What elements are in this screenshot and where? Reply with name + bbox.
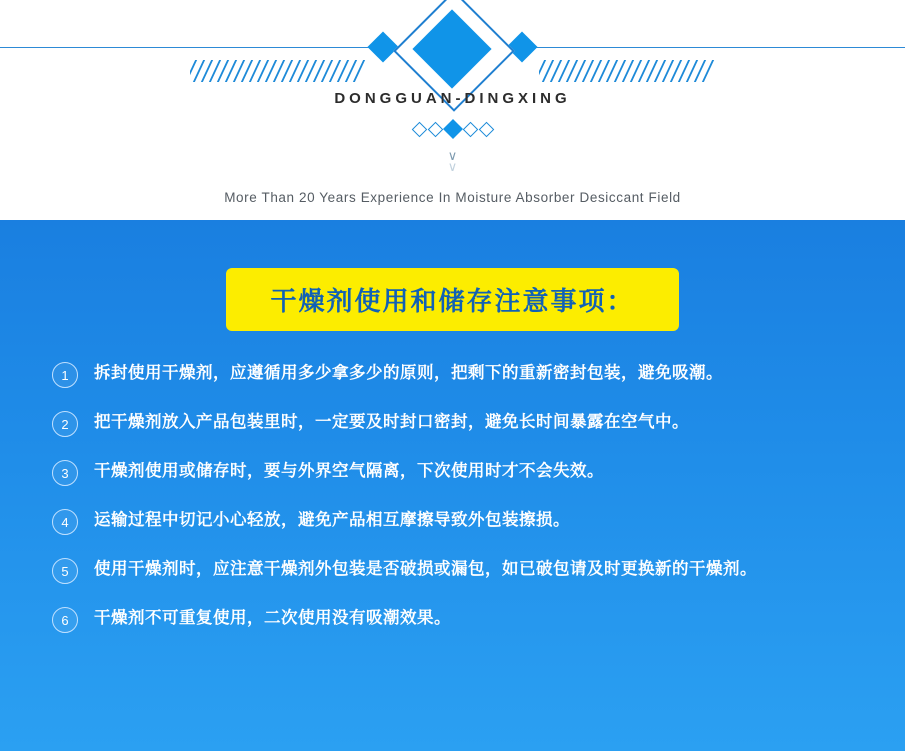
mini-diamond-icon: [462, 121, 478, 137]
notice-list: [0, 360, 905, 654]
chevron-down-icon: ∨: [447, 148, 458, 163]
list-item-text: 干燥剂使用或储存时，要与外界空气隔离，下次使用时才不会失效。: [94, 462, 604, 480]
list-item: [0, 507, 905, 556]
mini-diamond-icon: [411, 121, 427, 137]
list-item-text: 把干燥剂放入产品包装里时，一定要及时封口密封，避免长时间暴露在空气中。: [94, 413, 689, 431]
list-item-number: 4: [52, 509, 78, 535]
mini-diamond-solid-icon: [443, 119, 463, 139]
small-diamond-left-icon: [367, 31, 398, 62]
page-title: 干燥剂使用和储存注意事项：: [270, 286, 635, 316]
header-tagline: More Than 20 Years Experience In Moisture Absorber Desiccant Field: [224, 190, 681, 205]
mini-diamond-row: [0, 120, 905, 138]
list-item-text: 拆封使用干燥剂，应遵循用多少拿多少的原则，把剩下的重新密封包装，避免吸潮。: [94, 364, 723, 382]
list-item-text: 使用干燥剂时，应注意干燥剂外包装是否破损或漏包，如已破包请及时更换新的干燥剂。: [94, 560, 757, 578]
content-panel: [0, 220, 905, 751]
list-item-number: 1: [52, 362, 78, 388]
hatch-lines-right-icon: [539, 60, 715, 82]
brand-name: DONGGUAN-DINGXING: [334, 90, 571, 107]
mini-diamond-icon: [478, 121, 494, 137]
list-item-text: 干燥剂不可重复使用，二次使用没有吸潮效果。: [94, 609, 451, 627]
header-banner: [0, 0, 905, 220]
hatch-lines-left-icon: [190, 60, 366, 82]
list-item-number: 2: [52, 411, 78, 437]
list-item-text: 运输过程中切记小心轻放，避免产品相互摩擦导致外包装擦损。: [94, 511, 570, 529]
list-item: [0, 409, 905, 458]
list-item: [0, 360, 905, 409]
chevron-down-icon: ∨: [447, 159, 458, 174]
section-title-box: [226, 268, 679, 331]
list-item: [0, 556, 905, 605]
list-item: [0, 458, 905, 507]
list-item: [0, 605, 905, 654]
list-item-number: 3: [52, 460, 78, 486]
mini-diamond-icon: [427, 121, 443, 137]
list-item-number: 6: [52, 607, 78, 633]
list-item-number: 5: [52, 558, 78, 584]
